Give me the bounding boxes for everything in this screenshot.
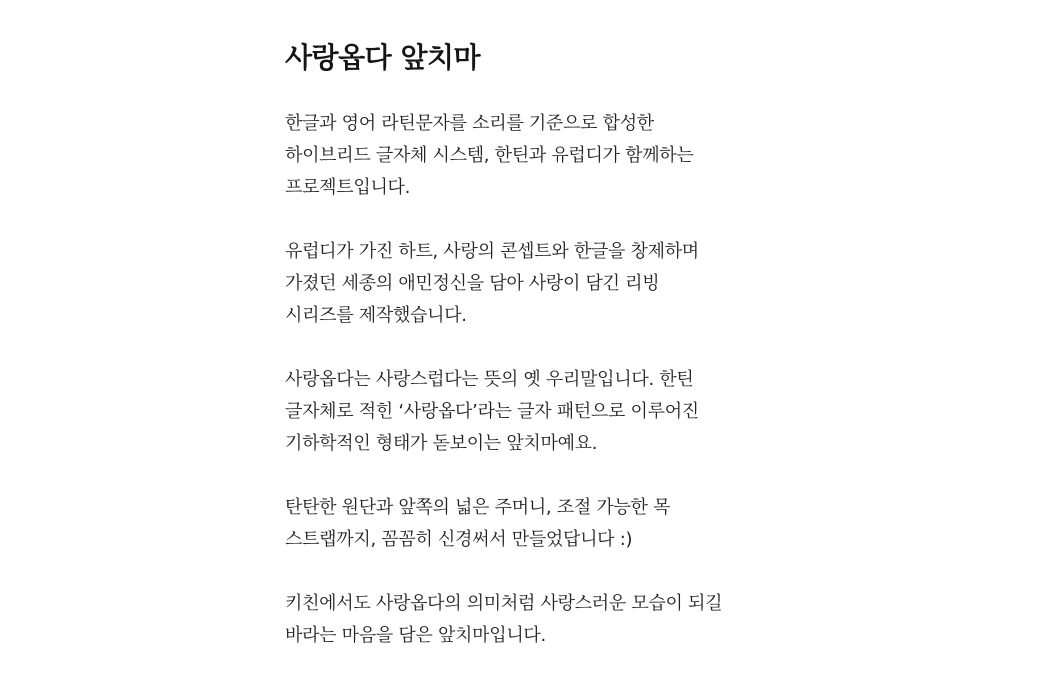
text-line: 키친에서도 사랑옵다의 의미처럼 사랑스러운 모습이 되길 <box>285 593 723 614</box>
text-line: 유럽디가 가진 하트, 사랑의 콘셉트와 한글을 창제하며 <box>285 241 699 262</box>
product-description <box>285 38 805 684</box>
paragraph-closing <box>285 588 805 652</box>
paragraph-concept <box>285 236 805 332</box>
text-line: 탄탄한 원단과 앞쪽의 넓은 주머니, 조절 가능한 목 <box>285 497 671 518</box>
text-line: 기하학적인 형태가 돋보이는 앞치마예요. <box>285 433 598 454</box>
paragraph-intro <box>285 108 805 204</box>
text-line: 스트랩까지, 꼼꼼히 신경써서 만들었답니다 :) <box>285 529 633 550</box>
paragraph-meaning <box>285 364 805 460</box>
text-line: 하이브리드 글자체 시스템, 한틴과 유럽디가 함께하는 <box>285 145 694 166</box>
text-line: 바라는 마음을 담은 앞치마입니다. <box>285 625 546 646</box>
text-line: 프로젝트입니다. <box>285 177 411 198</box>
page-title: 사랑옵다 앞치마 <box>285 41 481 74</box>
paragraph-features <box>285 492 805 556</box>
text-line: 시리즈를 제작했습니다. <box>285 305 467 326</box>
text-line: 사랑옵다는 사랑스럽다는 뜻의 옛 우리말입니다. 한틴 <box>285 369 694 390</box>
text-line: 가졌던 세종의 애민정신을 담아 사랑이 담긴 리빙 <box>285 273 660 294</box>
text-line: 글자체로 적힌 ‘사랑옵다’라는 글자 패턴으로 이루어진 <box>285 401 699 422</box>
text-line: 한글과 영어 라틴문자를 소리를 기준으로 합성한 <box>285 113 654 134</box>
